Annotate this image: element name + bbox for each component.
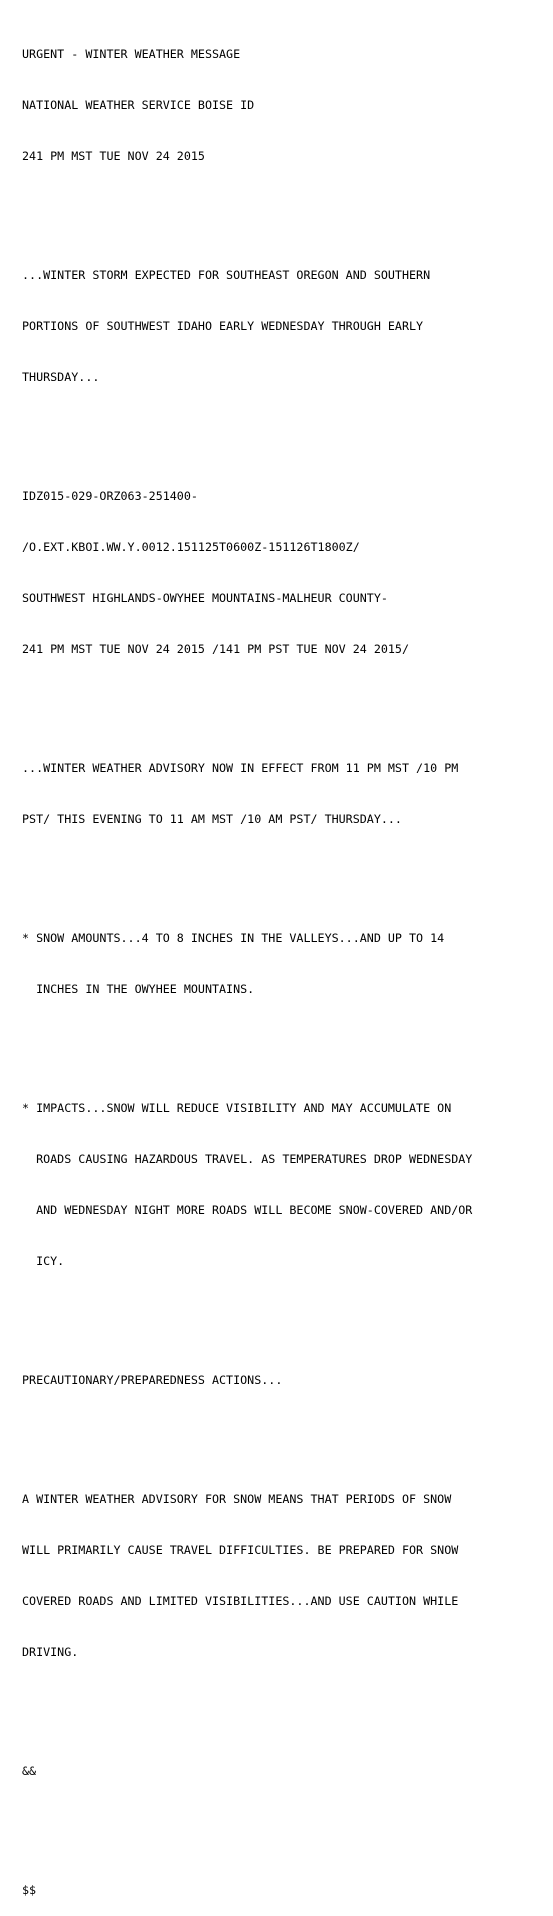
advisory-line: ...WINTER WEATHER ADVISORY NOW IN EFFECT FROM 11 PM MST /10 PM: [22, 761, 459, 775]
precautionary-text-line: DRIVING.: [22, 1645, 79, 1659]
blank-line: [22, 420, 547, 437]
zones-line: SOUTHWEST HIGHLANDS-OWYHEE MOUNTAINS-MALHEUR COUNTY-: [22, 591, 388, 605]
impacts-bullet-line: ROADS CAUSING HAZARDOUS TRAVEL. AS TEMPERATURES DROP WEDNESDAY: [22, 1152, 473, 1166]
segment-times-line: 241 PM MST TUE NOV 24 2015 /141 PM PST TUE NOV 24 2015/: [22, 642, 410, 656]
advisory-line: PST/ THIS EVENING TO 11 AM MST /10 AM PST/ THURSDAY...: [22, 812, 402, 826]
impacts-bullet-line: * IMPACTS...SNOW WILL REDUCE VISIBILITY AND MAY ACCUMULATE ON: [22, 1101, 452, 1115]
headline-line: ...WINTER STORM EXPECTED FOR SOUTHEAST OREGON AND SOUTHERN: [22, 268, 431, 282]
vtec-line: /O.EXT.KBOI.WW.Y.0012.151125T0600Z-151126T1800Z/: [22, 540, 360, 554]
precautionary-text-line: COVERED ROADS AND LIMITED VISIBILITIES...AND USE CAUTION WHILE: [22, 1594, 459, 1608]
blank-line: [22, 862, 547, 879]
blank-line: [22, 1304, 547, 1321]
headline-line: PORTIONS OF SOUTHWEST IDAHO EARLY WEDNESDAY THROUGH EARLY: [22, 319, 424, 333]
impacts-bullet-line: ICY.: [22, 1254, 65, 1268]
blank-line: [22, 1695, 547, 1712]
blank-line: [22, 1032, 547, 1049]
headline-line: THURSDAY...: [22, 370, 100, 384]
issued-line: 241 PM MST TUE NOV 24 2015: [22, 149, 205, 163]
blank-line: [22, 1814, 547, 1831]
impacts-bullet-line: AND WEDNESDAY NIGHT MORE ROADS WILL BECOME SNOW-COVERED AND/OR: [22, 1203, 473, 1217]
snow-bullet-line: * SNOW AMOUNTS...4 TO 8 INCHES IN THE VALLEYS...AND UP TO 14: [22, 931, 445, 945]
snow-bullet-line: INCHES IN THE OWYHEE MOUNTAINS.: [22, 982, 255, 996]
product-end-marker: $$: [22, 1883, 37, 1897]
segment-end-marker: &&: [22, 1764, 37, 1778]
precautionary-text-line: WILL PRIMARILY CAUSE TRAVEL DIFFICULTIES. BE PREPARED FOR SNOW: [22, 1543, 459, 1557]
precautionary-heading: PRECAUTIONARY/PREPAREDNESS ACTIONS...: [22, 1373, 283, 1387]
blank-line: [22, 199, 547, 216]
blank-line: [22, 1423, 547, 1440]
ugc-line: IDZ015-029-ORZ063-251400-: [22, 489, 198, 503]
office-line: NATIONAL WEATHER SERVICE BOISE ID: [22, 98, 255, 112]
precautionary-text-line: A WINTER WEATHER ADVISORY FOR SNOW MEANS THAT PERIODS OF SNOW: [22, 1492, 452, 1506]
weather-bulletin: [22, 12, 547, 1916]
blank-line: [22, 692, 547, 709]
urgency-line: URGENT - WINTER WEATHER MESSAGE: [22, 47, 241, 61]
